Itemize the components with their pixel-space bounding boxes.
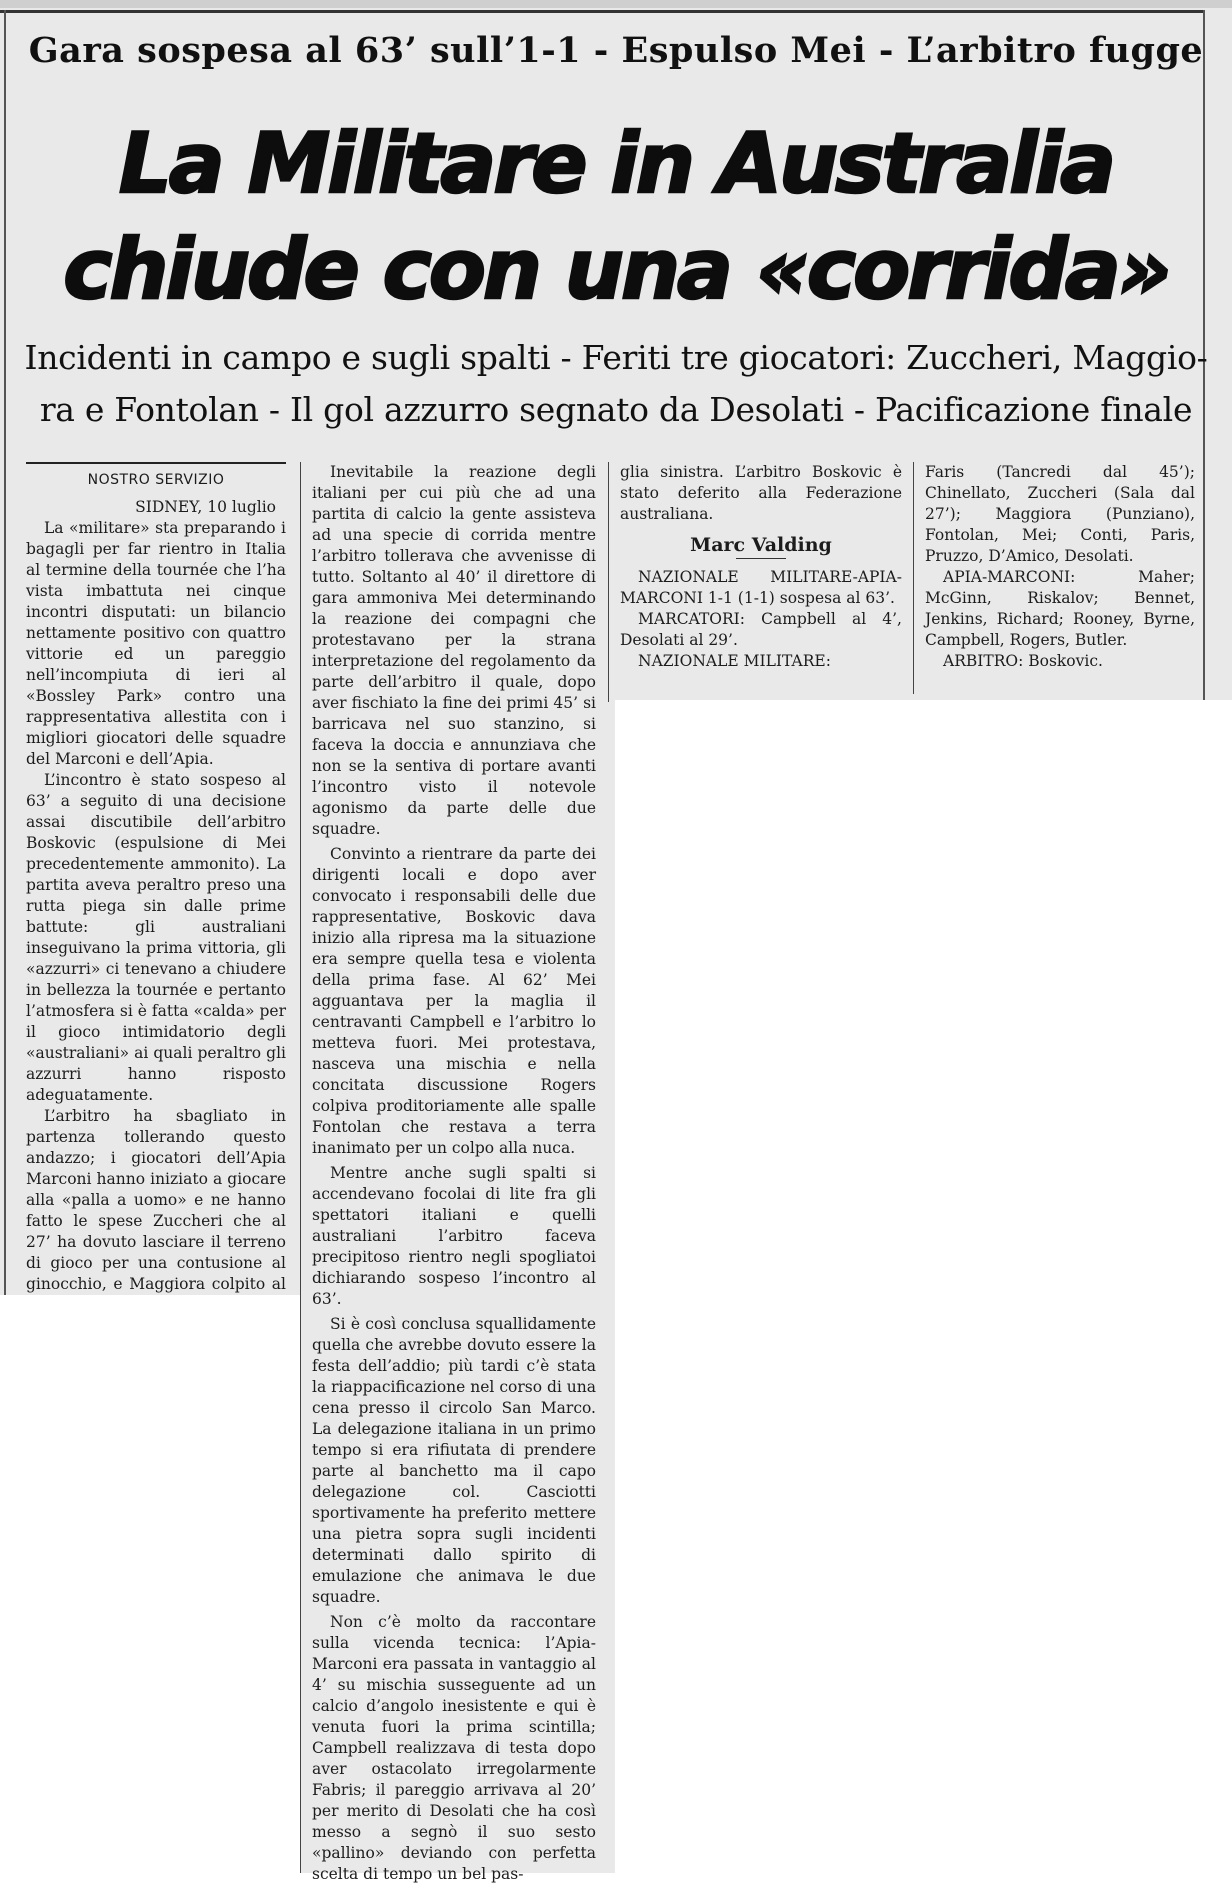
- kicker-line: Gara sospesa al 63’ sull’1-1 - Espulso Mei - L’arbitro fugge: [28, 30, 1204, 71]
- top-edge-strip: [0, 0, 1232, 8]
- headline-line-1: La Militare in Australia: [118, 115, 1114, 212]
- subhead-line-2: ra e Fontolan - Il gol azzurro segnato da Desolati - Pacificazione finale: [39, 390, 1193, 429]
- blank-area-left: [0, 1295, 300, 1873]
- match-summary: NAZIONALE MILITARE-APIA-MARCONI 1-1 (1-1) sospesa al 63’.: [620, 568, 902, 607]
- team-lineup-apia-marconi: APIA-MARCONI: Maher; McGinn, Riskalov; Bennet, Jenkins, Richard; Rooney, Byrne, Campbell, Rogers, Butler.: [925, 568, 1195, 649]
- blank-area-right: [615, 700, 1232, 1873]
- headline-line-2: chiude con una «corrida»: [63, 221, 1169, 318]
- article-column-2: [312, 462, 596, 1883]
- dateline: SIDNEY, 10 luglio: [135, 498, 276, 516]
- paragraph: Convinto a rientrare da parte dei dirigenti locali e dopo aver convocato i responsabili delle due rappresentative, Boskovic dava inizio alla ripresa ma la situazione era sempre quella tesa e violenta della prima fase. Al 62’ Mei agguantava per la maglia il centravanti Campbell e l’arbitro lo metteva fuori. Mei protestava, nasceva una mischia e nella concitata discussione Rogers colpiva proditoriamente alle spalle Fontolan che restava a terra inanimato per un colpo alla nuca.: [312, 845, 596, 1157]
- column-rule-1: [300, 462, 301, 1873]
- paragraph: L’arbitro ha sbagliato in partenza tollerando questo andazzo; i giocatori dell’Apia Marconi hanno iniziato a giocare alla «palla a uomo» e ne hanno fatto le spese Zuccheri che al 27’ ha dovuto lasciare il terreno di gioco per una contusione al ginocchio, e Maggiora colpito al: [26, 1107, 286, 1293]
- article-column-1: [26, 462, 286, 1316]
- paragraph: Si è così conclusa squallidamente quella che avrebbe dovuto essere la festa dell’addio; più tardi c’è stata la riappacificazione nel corso di una cena presso il circolo San Marco. La delegazione italiana in un primo tempo si era rifiutata di prendere parte al banchetto ma il capo delegazione col. Casciotti sportivamente ha preferito mettere una pietra sopra sugli incidenti determinati dallo spirito di emulazione che animava le due squadre.: [312, 1315, 596, 1606]
- team-lineup-militare: Faris (Tancredi dal 45’); Chinellato, Zuccheri (Sala dal 27’); Maggiora (Punziano), Fontolan, Mei; Conti, Paris, Pruzzo, D’Amico, Desolati.: [925, 463, 1195, 565]
- author-signature: Marc Valding: [690, 534, 832, 556]
- subhead-line-1: Incidenti in campo e sugli spalti - Feriti tre giocatori: Zuccheri, Maggio-: [24, 338, 1208, 377]
- top-border-rule: [0, 10, 1205, 13]
- paragraph: L’incontro è stato sospeso al 63’ a seguito di una decisione assai discutibile dell’arbitro Boskovic (espulsione di Mei precedentemente ammonito). La partita aveva peraltro preso una rutta piega sin dalle prime battute: gli australiani inseguivano la prima vittoria, gli «azzurri» ci tenevano a chiudere in bellezza la tournée e pertanto l’atmosfera si è fatta «calda» per il gioco intimidatorio degli «australiani» ai quali peraltro gli azzurri hanno risposto adeguatamente.: [26, 771, 286, 1104]
- article-column-4: [925, 462, 1195, 672]
- team-lineup-label: NAZIONALE MILITARE:: [638, 652, 831, 670]
- article-column-3: [620, 462, 902, 672]
- signature-rule: [736, 558, 786, 559]
- paragraph: Inevitabile la reazione degli italiani per cui più che ad una partita di calcio la gente assisteva ad una specie di corrida mentre l’arbitro tollerava che avvenisse di tutto. Soltanto al 40’ il direttore di gara ammoniva Mei determinando la reazione dei compagni che protestavano per la strana interpretazione del regolamento da parte dell’arbitro il quale, dopo aver fischiato la fine dei primi 45’ si barricava nel suo stanzino, si faceva la doccia e annunziava che non se la sentiva di portare avanti l’incontro visto il notevole agonismo da parte delle due squadre.: [312, 463, 596, 838]
- column-rule-2: [608, 462, 609, 702]
- scorers: MARCATORI: Campbell al 4’, Desolati al 29’.: [620, 610, 902, 649]
- paragraph: Mentre anche sugli spalti si accendevano focolai di lite fra gli spettatori italiani e quelli australiani l’arbitro faceva precipitoso rientro negli spogliatoi dichiarando sospeso l’incontro al 63’.: [312, 1164, 596, 1308]
- referee-line: ARBITRO: Boskovic.: [943, 652, 1103, 670]
- paragraph: Non c’è molto da raccontare sulla vicenda tecnica: l’Apia-Marconi era passata in vantaggio al 4’ su mischia susseguente ad un calcio d’angolo inesistente e qui è venuta fuori la prima scintilla; Campbell realizzava di testa dopo aver ostacolato irregolarmente Fabris; il pareggio arrivava al 20’ per merito di Desolati che ha così messo a segnò il suo sesto «pallino» deviando con perfetta scelta di tempo un bel pas-: [312, 1613, 596, 1883]
- servizio-label: NOSTRO SERVIZIO: [26, 462, 286, 491]
- paragraph: glia sinistra. L’arbitro Boskovic è stato deferito alla Federazione australiana.: [620, 463, 902, 523]
- paragraph: La «militare» sta preparando i bagagli per far rientro in Italia al termine della tournée che l’ha vista imbattuta nei cinque incontri disputati: un bilancio nettamente positivo con quattro vittorie ed un pareggio nell’incompiuta di ieri al «Bossley Park» contro una rappresentativa allestita con i migliori giocatori delle squadre del Marconi e dell’Apia.: [26, 519, 286, 768]
- column-rule-3: [913, 462, 914, 694]
